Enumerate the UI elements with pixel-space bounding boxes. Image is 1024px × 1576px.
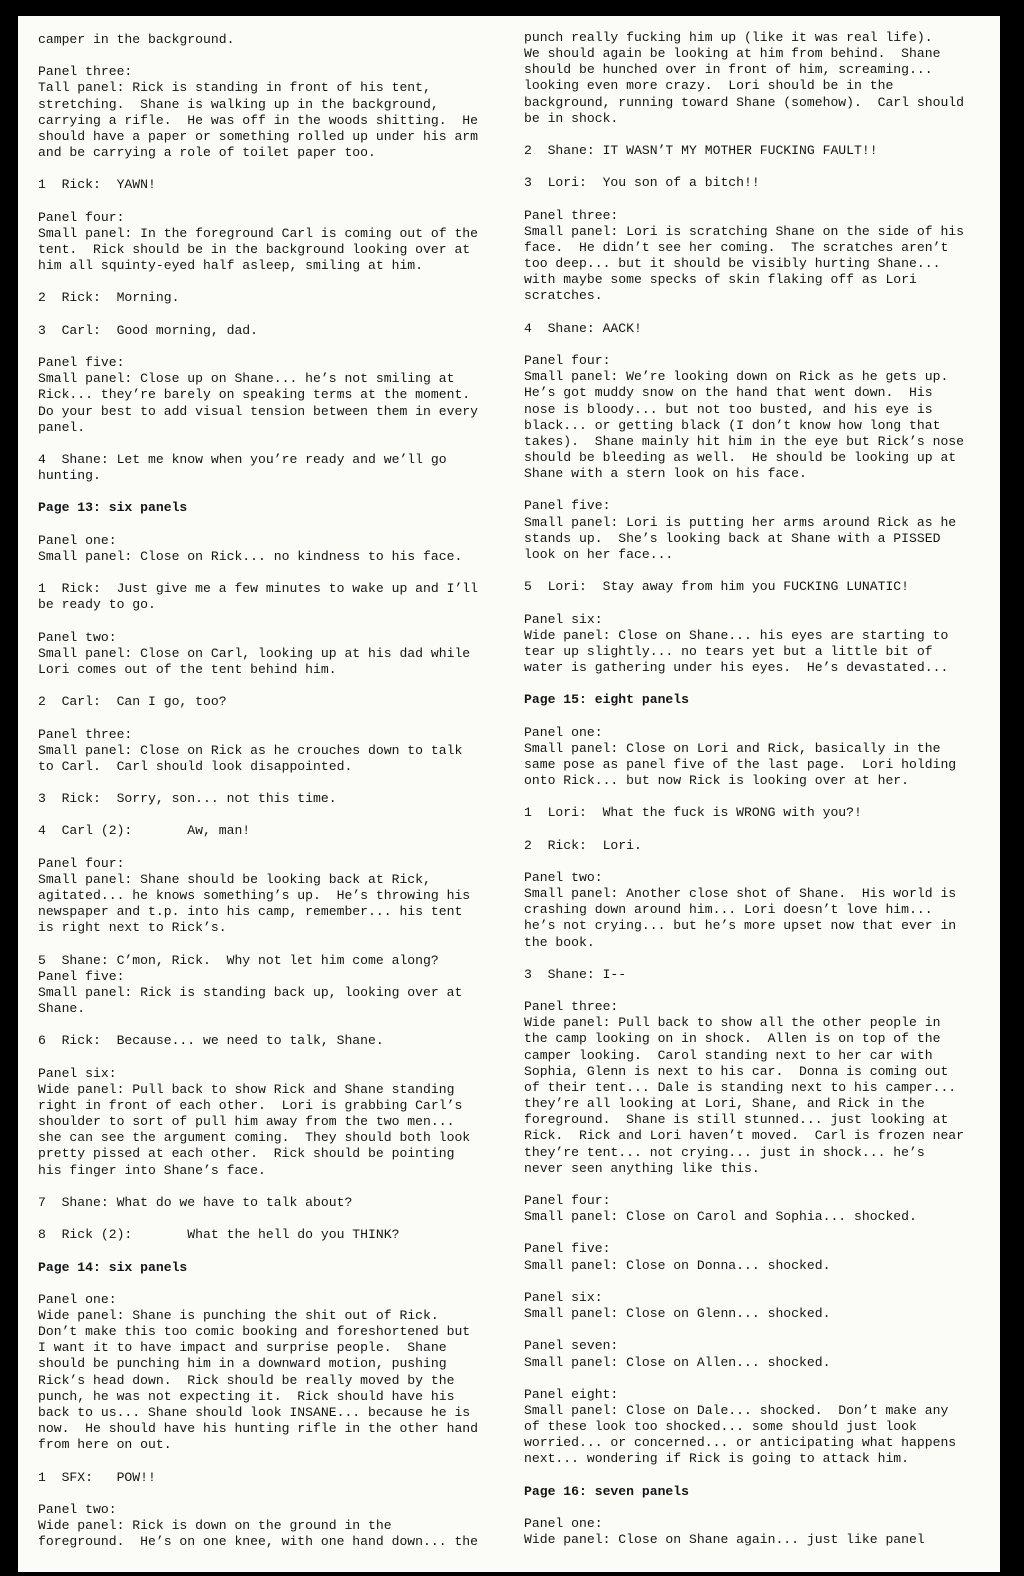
script-line: 1 SFX: POW!! [38,1469,156,1485]
script-line: Small panel: We’re looking down on Rick as he gets up. [524,369,949,385]
script-line: Panel five: [38,968,125,984]
page-heading [38,500,508,516]
panel-description [38,533,508,565]
script-line: 1 Lori: What the fuck is WRONG with you?! [524,805,862,821]
script-line: foreground. He’s on one knee, with one hand down... the [38,1534,479,1550]
script-line: Do your best to add visual tension between them in every [38,403,479,419]
script-line: Panel four: [38,209,125,225]
script-line: with maybe some specks of skin flaking off as Lori [524,272,917,288]
script-line: Panel five: [524,1241,611,1257]
script-line: takes). Shane mainly hit him in the eye but Rick’s nose [524,433,965,449]
script-line: Small panel: Close on Lori and Rick, basically in the [524,740,941,756]
left-column [38,32,508,1566]
script-line: foreground. Shane is still stunned... just looking at [524,1112,949,1128]
dialogue-line [38,953,508,1018]
script-line: 5 Shane: C’mon, Rick. Why not let him come along? [38,952,439,968]
script-line: 4 Shane: AACK! [524,320,642,336]
script-line: pretty pissed at each other. Rick should be pointing [38,1146,455,1162]
script-line: Small panel: Close on Dale... shocked. Don’t make any [524,1402,949,1418]
script-line: Small panel: Close on Carl, looking up at his dad while [38,645,471,661]
script-line: He’s got muddy snow on the hand that went down. His [524,385,933,401]
panel-description [524,870,994,951]
script-line: 3 Lori: You son of a bitch!! [524,175,760,191]
script-line: Small panel: In the foreground Carl is coming out of the [38,225,479,241]
script-line: Small panel: Close up on Shane... he’s not smiling at [38,371,455,387]
panel-description [524,1290,994,1322]
script-line: 7 Shane: What do we have to talk about? [38,1194,353,1210]
script-line: Panel five: [524,498,611,514]
script-line: never seen anything like this. [524,1160,760,1176]
script-line: Rick... they’re barely on speaking terms at the moment. [38,387,471,403]
dialogue-line [524,805,994,821]
script-line: Page 15: eight panels [524,692,690,708]
script-line: of these look too shocked... some should just look [524,1419,917,1435]
script-line: Sophia, Glenn is next to his car. Donna is coming out [524,1063,949,1079]
script-line: Wide panel: Close on Shane... his eyes are starting to [524,627,949,643]
script-line: 3 Rick: Sorry, son... not this time. [38,791,337,807]
script-line: crashing down around him... Lori doesn’t love him... [524,902,933,918]
script-line: Small panel: Lori is putting her arms around Rick as he [524,514,957,530]
script-line: worried... or concerned... or anticipating what happens [524,1435,957,1451]
script-line: Panel six: [38,1065,117,1081]
script-page [18,16,1000,1572]
script-line: background, running toward Shane (somehow). Carl should [524,94,965,110]
dialogue-line [524,579,994,595]
script-line: Wide panel: Pull back to show all the other people in [524,1015,941,1031]
page-heading [524,692,994,708]
panel-description [38,1502,508,1550]
script-line: Panel six: [524,1289,603,1305]
script-line: Wide panel: Pull back to show Rick and Shane standing [38,1081,455,1097]
script-line: Panel six: [524,611,603,627]
script-line: Rick’s head down. Rick should be really moved by the [38,1372,455,1388]
panel-description [524,353,994,482]
panel-description [524,1193,994,1225]
script-line: Panel three: [38,64,133,80]
script-line: punch, he was not expecting it. Rick should have his [38,1388,455,1404]
script-line: Panel eight: [524,1386,619,1402]
script-line: agitated... he knows something’s up. He’s throwing his [38,888,471,904]
panel-description [38,64,508,161]
script-line: onto Rick... but now Rick is looking over at her. [524,773,910,789]
script-line: Panel two: [524,869,603,885]
dialogue-line [38,452,508,484]
script-line: Small panel: Rick is standing back up, looking over at [38,984,463,1000]
script-line: Panel one: [38,532,117,548]
panel-description [524,1387,994,1468]
panel-description [524,612,994,677]
script-line: 3 Carl: Good morning, dad. [38,322,259,338]
script-line: should be bleeding as well. He should be looking up at [524,449,957,465]
panel-description [38,856,508,937]
script-line: Don’t make this too comic booking and foreshortened but [38,1324,471,1340]
script-line: Wide panel: Shane is punching the shit out of Rick. [38,1307,439,1323]
script-line: 2 Shane: IT WASN’T MY MOTHER FUCKING FAULT!! [524,143,878,159]
text-block [38,32,508,48]
script-line: Panel three: [524,999,619,1015]
script-line: Page 13: six panels [38,500,188,516]
page-heading [524,1484,994,1500]
script-line: shoulder to sort of pull him away from the two men... [38,1114,455,1130]
script-line: of their tent... Dale is standing next to his camper... [524,1079,957,1095]
script-line: Small panel: Lori is scratching Shane on the side of his [524,223,965,239]
script-line: 6 Rick: Because... we need to talk, Shane. [38,1033,384,1049]
script-line: Panel three: [524,207,619,223]
dialogue-line [38,1470,508,1486]
script-line: stands up. She’s looking back at Shane with a PISSED [524,530,941,546]
script-line: is right next to Rick’s. [38,920,227,936]
script-line: to Carl. Carl should look disappointed. [38,758,353,774]
script-line: Wide panel: Close on Shane again... just like panel [524,1532,925,1548]
script-line: now. He should have his hunting rifle in the other hand [38,1421,479,1437]
script-line: Panel two: [38,629,117,645]
dialogue-line [38,290,508,306]
panel-description [38,630,508,678]
script-line: and be carrying a role of toilet paper too. [38,145,376,161]
script-line: Panel one: [524,1516,603,1532]
script-line: Rick. Rick and Lori haven’t moved. Carl is frozen near [524,1128,965,1144]
panel-description [524,1516,994,1548]
script-line: Small panel: Shane should be looking back at Rick, [38,871,431,887]
script-line: right in front of each other. Lori is grabbing Carl’s [38,1098,463,1114]
script-line: stretching. Shane is walking up in the background, [38,96,439,112]
script-line: water is gathering under his eyes. He’s devastated... [524,659,949,675]
script-line: nose is bloody... but not too busted, and his eye is [524,401,933,417]
script-line: he’s not crying... but he’s more upset now that ever in [524,918,957,934]
script-line: newspaper and t.p. into his camp, remember... his tent [38,904,463,920]
script-line: scratches. [524,288,603,304]
script-line: next... wondering if Rick is going to attack him. [524,1451,910,1467]
script-line: Small panel: Close on Allen... shocked. [524,1354,831,1370]
panel-description [38,1066,508,1179]
dialogue-line [38,694,508,710]
script-line: camper in the background. [38,32,235,47]
script-line: 3 Shane: I-- [524,966,627,982]
dialogue-line [38,323,508,339]
script-line: carrying a rifle. He was off in the woods shitting. He [38,112,479,128]
text-block [524,30,994,127]
script-line: Page 16: seven panels [524,1483,690,1499]
panel-description [524,1241,994,1273]
dialogue-line [38,1033,508,1049]
script-line: they’re tent... not crying... just in shock... he’s [524,1144,925,1160]
script-line: Small panel: Close on Carol and Sophia... shocked. [524,1209,917,1225]
script-line: Panel one: [38,1291,117,1307]
dialogue-line [524,143,994,159]
panel-description [38,355,508,436]
script-line: be in shock. [524,110,619,126]
script-line: Shane. [38,1001,86,1017]
script-line: Panel four: [38,855,125,871]
script-line: I want it to have impact and surprise people. Shane [38,1340,447,1356]
dialogue-line [38,1195,508,1211]
script-line: Panel one: [524,724,603,740]
script-line: Panel four: [524,353,611,369]
script-line: Wide panel: Rick is down on the ground in the [38,1517,392,1533]
script-line: 1 Rick: Just give me a few minutes to wake up and I’ll [38,581,479,597]
script-line: 4 Shane: Let me know when you’re ready and we’ll go [38,451,447,467]
script-line: tear up slightly... no tears yet but a little bit of [524,643,933,659]
dialogue-line [38,791,508,807]
script-line: Panel seven: [524,1338,619,1354]
script-line: she can see the argument coming. They should both look [38,1130,471,1146]
panel-description [38,210,508,275]
panel-description [524,999,994,1177]
script-line: Panel five: [38,355,125,371]
script-line: the book. [524,934,595,950]
script-line: his finger into Shane’s face. [38,1162,266,1178]
panel-description [524,208,994,305]
script-line: panel. [38,419,86,435]
script-line: We should again be looking at him from behind. Shane [524,46,941,62]
panel-description [524,1338,994,1370]
dialogue-line [38,1227,508,1243]
script-line: 4 Carl (2): Aw, man! [38,823,251,839]
dialogue-line [38,823,508,839]
script-line: Small panel: Another close shot of Shane. His world is [524,886,957,902]
script-line: camper looking. Carol standing next to her car with [524,1047,933,1063]
script-line: 1 Rick: YAWN! [38,177,156,193]
script-line: face. He didn’t see her coming. The scratches aren’t [524,239,949,255]
script-line: 2 Rick: Morning. [38,290,180,306]
script-line: punch really fucking him up (like it was real life). [524,30,933,45]
script-line: should have a paper or something rolled up under his arm [38,128,479,144]
script-line: look on her face... [524,546,674,562]
page-heading [38,1260,508,1276]
script-line: back to us... Shane should look INSANE... because he is [38,1404,471,1420]
panel-description [38,1292,508,1454]
script-line: 5 Lori: Stay away from him you FUCKING LUNATIC! [524,579,910,595]
script-line: the camp looking on in shock. Allen is on top of the [524,1031,941,1047]
script-line: Page 14: six panels [38,1259,188,1275]
script-line: tent. Rick should be in the background looking over at [38,241,471,257]
dialogue-line [524,321,994,337]
script-line: Shane with a stern look on his face. [524,466,807,482]
dialogue-line [38,581,508,613]
script-line: 2 Carl: Can I go, too? [38,694,227,710]
dialogue-line [524,175,994,191]
script-line: black... or getting black (I don’t know how long that [524,417,941,433]
script-line: Panel two: [38,1501,117,1517]
script-line: Small panel: Close on Rick... no kindness to his face. [38,548,463,564]
script-line: Tall panel: Rick is standing in front of his tent, [38,80,431,96]
panel-description [524,725,994,790]
script-line: should be hunched over in front of him, screaming... [524,62,933,78]
script-line: same pose as panel five of the last page. Lori holding [524,756,957,772]
right-column [524,30,994,1564]
script-line: should be punching him in a downward motion, pushing [38,1356,447,1372]
script-line: 8 Rick (2): What the hell do you THINK? [38,1227,400,1243]
script-line: 2 Rick: Lori. [524,837,642,853]
script-line: Panel four: [524,1193,611,1208]
script-line: be ready to go. [38,597,156,613]
script-line: too deep... but it should be visibly hurting Shane... [524,256,941,272]
script-line: hunting. [38,468,101,484]
script-line: Panel three: [38,726,133,742]
script-line: Small panel: Close on Donna... shocked. [524,1257,831,1273]
panel-description [38,727,508,775]
script-line: looking even more crazy. Lori should be in the [524,78,894,94]
script-line: Lori comes out of the tent behind him. [38,661,337,677]
dialogue-line [38,177,508,193]
script-line: Small panel: Close on Rick as he crouches down to talk [38,742,463,758]
dialogue-line [524,967,994,983]
script-line: him all squinty-eyed half asleep, smiling at him. [38,258,424,274]
dialogue-line [524,838,994,854]
script-line: they’re all looking at Lori, Shane, and Rick in the [524,1096,925,1112]
script-line: from here on out. [38,1437,172,1453]
script-line: Small panel: Close on Glenn... shocked. [524,1306,831,1322]
panel-description [524,498,994,563]
